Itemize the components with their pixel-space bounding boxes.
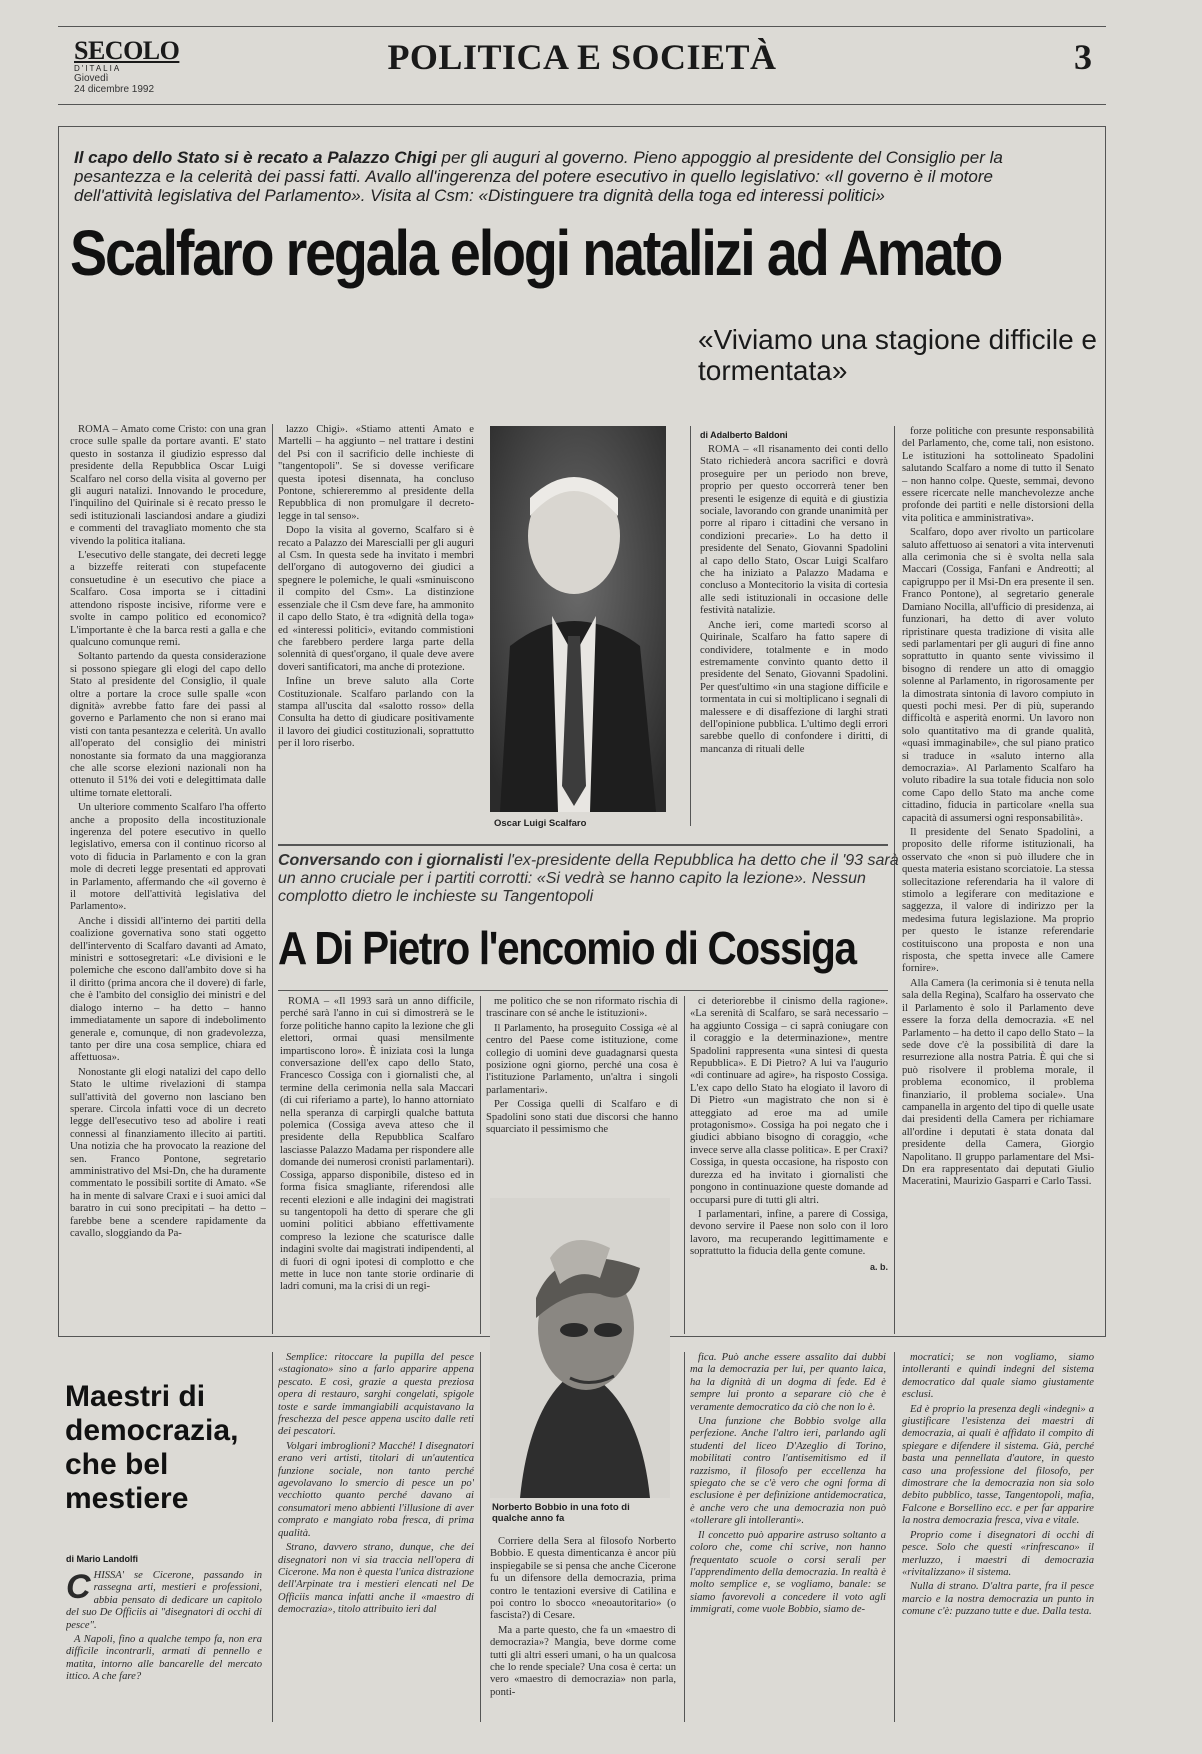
section-title: POLITICA E SOCIETÀ: [387, 37, 777, 77]
column-text-2: [278, 1352, 474, 1722]
column-rule: [480, 996, 481, 1334]
column-rule: [684, 996, 685, 1334]
paragraph: Nonostante gli elogi natalizi del capo dello Stato le ultime rivelazioni di stampa sull'attività del governo non lasciano ben sperare. Circola infatti voce di un decreto legge dell'esecutivo teso ad abolire i reati connessi al finanziamento illecito ai partiti. Una notizia che ha provocato la reazione del sen. Franco Pontone, segretario amministrativo del Msi-Dn, che ha duramente commentato le possibili sortite di Amato. «Se ha in mente di salvare Craxi e i suoi amici dal baratro in cui sono precipitati – ha detto – farebbe bene a scendere rapidamente da cavallo, sloggiando da Pa-: [70, 1066, 266, 1239]
frame-left: [58, 126, 59, 1336]
masthead-rule: [58, 26, 1106, 27]
paragraph: lazzo Chigi». «Stiamo attenti Amato e Martelli – ha aggiunto – nel trattare i destini del Psi con il sacrificio delle inchieste di "tangentopoli". Se si dovesse verificare questa ipotesi disennata, ha concluso Pontone, schiereremmo al presidente della Repubblica di non promulgare il decreto-legge in tal senso».: [278, 424, 474, 522]
paragraph: I parlamentari, infine, a parere di Cossiga, devono servire il Paese non solo con il loro lavoro, ma recuperando legittimamente e soprattutto la fiducia della gente comune.: [690, 1208, 888, 1258]
bobbio-photo: [490, 1198, 670, 1498]
paragraph: Ed è proprio la presenza degli «indegni» a giustificare l'esistenza dei maestri di democrazia, ai quali è affidato il compito di spiegare e difendere il sistema. Già, perché basta una pennellata d'autore, in questo caso una professione del filosofo, per dimostrare che la democrazia non sia solo debito pubblico, tasse, Tangentopoli, mafia, Falcone e Borsellino ecc. e per far apparire la nostra democrazia fresca, viva e vitale.: [902, 1403, 1094, 1527]
cossiga-deck-rest: l'ex-presidente della Repubblica ha detto che il '93 sarà un anno cruciale per i partiti corrotti: «Si vedrà se hanno capito la lezione». Nessun complotto dietro le inchieste su Tangentopoli: [278, 852, 899, 905]
column-rule: [690, 426, 691, 826]
paragraph: ROMA – Amato come Cristo: con una gran croce sulle spalle da portare avanti. E' stato questo in sostanza il giudizio espresso dal presidente della Repubblica Oscar Luigi Scalfaro nel corso della visita al governo per gli auguri natalizi. Innovando le procedure, l'inquilino del Quirinale si è recato presso le sedi istituzionali lasciandosi andare a giudizi e commenti del travagliato momento che sta vivendo la politica italiana.: [70, 424, 266, 547]
column-rule: [272, 424, 273, 1334]
masthead-logo: SECOLO: [74, 36, 180, 65]
cossiga-column-2: [486, 996, 678, 1134]
frame-right: [1105, 126, 1106, 1336]
paragraph: ROMA – «Il 1993 sarà un anno difficile, perché sarà l'anno in cui si dimostrerà se le forze politiche hanno capito la lezione che gli elettori, ormai quasi mensilmente impartiscono loro». È iniziata così la lunga conversazione dell'ex capo dello Stato, Francesco Cossiga con i giornalisti che, al termine della cerimonia nella sala Maccari (di cui riferiamo a parte), lo hanno attorniato nella speranza di carpirgli qualche battuta polemica (Cossiga aveva atteso che il presidente della Repubblica Scalfaro lasciasse Palazzo Madama per rispondere alle domande dei numerosi cronisti parlamentari). Cossiga, apparso disponibile, disteso ed in forma fisica smagliante, riferendosi alle recenti elezioni e alle indagini dei magistrati su tangentopoli ha detto di sperare che gli uomini politici abbiano effettivamente compreso la lezione che scaturisce dalle indagini svolte dai magistrati indipendenti, al di fuori di ogni ipotesi di complotto e che mette in luce non tante storie ordinarie di ladri comuni, ma la crisi di un regi-: [280, 996, 474, 1293]
interview-column-1: [700, 444, 888, 832]
cossiga-head-rule: [278, 990, 888, 991]
cossiga-deck-bold: Conversando con i giornalisti: [278, 852, 503, 869]
paragraph: Un ulteriore commento Scalfaro l'ha offerto anche a proposito della incostituzionale ingerenza del potere esecutivo in quello legislativo, emersa con il continuo ricorso al voto di fiducia in Parlamento e con la gran mole di decreti legge presentati ed approvati in Parlamento, affermando che «il governo è il motore dell'attività legislativa del Parlamento».: [70, 802, 266, 913]
paragraph: Per Cossiga quelli di Scalfaro e di Spadolini sono stati due discorsi che hanno squarciato il pessimismo che: [486, 1099, 678, 1134]
masthead-bottom-rule: [58, 104, 1106, 105]
scalfaro-photo: [490, 426, 666, 812]
cossiga-deck: [278, 852, 918, 906]
date: 24 dicembre 1992: [74, 84, 155, 95]
paragraph: Anche i dissidi all'interno dei partiti della coalizione governativa sono stati oggetto dell'intervento di Scalfaro davanti ad Amato, ministri e sottosegretari: «Le divisioni e le polemiche che escono dall'ambito dove si ha il diritto (prima ancora che il dovere) di farle, che è l'ambito del consiglio dei ministri e del dialogo interno – ha detto – hanno immediatamente un sapore di indebolimento generale e, comunque, di non gradevolezza, tanto per dire una cosa semplice, chiara ed affettuosa».: [70, 915, 266, 1064]
column-title: Maestri di democrazia, che bel mestiere: [65, 1380, 239, 1515]
column-rule: [480, 1352, 481, 1722]
paragraph: Ma a parte questo, che fa un «maestro di democrazia»? Mangia, beve dorme come tutti gli altri esseri umani, o ha un qualcosa che lo rende speciale? Una cosa è certa: un vero «maestro di democrazia» non parla, ponti-: [490, 1624, 676, 1698]
paragraph: Strano, davvero strano, dunque, che dei disegnatori non vi sia traccia nell'opera di Cicerone. Ma non è questa l'unica distrazione dell'Arpinate tra i mestieri elencati nel De Officiis manca infatti anche il «maestro di democrazia», titolo attribuito ieri dal: [278, 1542, 474, 1616]
column-text-4: [690, 1352, 886, 1722]
paragraph: ROMA – «Il risanamento dei conti dello Stato richiederà ancora sacrifici e dovrà proseguire per un periodo non breve, proprio per questo occorrerà tener ben presenti le esigenze di equità e di giustizia sociale, lavorando con grande unanimità per porre al riparo i cittadini che versano in condizioni precarie». Lo ha detto il presidente del Senato, Giovanni Spadolini al capo dello Stato, Oscar Luigi Scalfaro che ha iniziato a Palazzo Madama e concluso a Montecitorio la visita di cortesia alle sedi istituzionali in occasione delle festività natalizie.: [700, 444, 888, 617]
paragraph: Il concetto può apparire astruso soltanto a coloro che, come chi scrive, non hanno frequentato scuole o corsi serali per l'apprendimento della democrazia. In realtà è molto semplice e, se vogliamo, banale: se siamo favorevoli a concedere il voto agli immigrati, come vuole Bobbio, siamo de-: [690, 1529, 886, 1616]
paragraph: Dopo la visita al governo, Scalfaro si è recato a Palazzo dei Marescialli per gli auguri al Csm. In questa sede ha invitato i membri dell'organo di autogoverno dei giudici a spegnere le polemiche, le quali «sminuiscono il compito del Csm». La distinzione essenziale che il Csm deve fare, ha ammonito il capo dello Stato, è tra «dignità della toga» ed «interessi politici», evitando commistioni che farebbero perdere larga parte della solennità di quest'organo, il quale deve avere doveri santificatori, ma anche di protezione.: [278, 525, 474, 673]
paragraph: Scalfaro, dopo aver rivolto un particolare saluto affettuoso ai senatori a vita intervenuti alla cerimonia che si è svolta nella sala Maccari (Cossiga, Fanfani e Andreotti; al capigruppo per il Msi-Dn era presente il sen. Franco Pontone), al segretario generale Damiano Nocilla, all'ufficio di presidenza, ai funzionari, ha detto di aver voluto ripristinare questa tradizione di visita alle sedi parlamentari per gli auguri di fine anno soprattutto in quanto sente vivissimo il bisogno di rendere un atto di omaggio solenne al Parlamento, in rigorosamente per la dimostrata sintonia di lavoro compiuto in questi pochi mesi. Per di più, superando difficoltà e asperità enormi. Un lavoro non solo quantitativo ma di grande qualità, «quasi immaginabile», che sul piano pratico si traduce in «saluto interno alla democrazia». Al Parlamento Scalfaro ha voluto ribadire la sua totale fiducia non solo come Capo dello Stato ma anche come cittadino, fiducia in particolare «nella sua capacità di assumersi ogni responsabilità».: [902, 527, 1094, 824]
paragraph: Una funzione che Bobbio svolge alla perfezione. Anche l'altro ieri, parlando agli studenti del liceo D'Azeglio di Torino, mobilitati contro l'antisemitismo ed il razzismo, il filosofo per eccellenza ha spiegato che se c'è vero che ogni forma di esclusione è per definizione antidemocratica, è anche vero che una democrazia non può «tollerare gli intolleranti».: [690, 1416, 886, 1527]
paragraph: A Napoli, fino a qualche tempo fa, non era difficile incontrarli, armati di pennello e matita, intorno alle bancarelle del mercato ittico. A che fare?: [66, 1634, 262, 1683]
paragraph: me politico che se non riformato rischia di trascinare con sé anche le istituzioni».: [486, 996, 678, 1020]
paragraph: fica. Può anche essere assalito dai dubbi ma la democrazia per lui, per quanto laica, ha la dignità di un dogma di fede. Ed è sempre lui pronto a separare ciò che è veramente democratico da ciò che non lo è.: [690, 1352, 886, 1413]
scalfaro-photo-caption: Oscar Luigi Scalfaro: [494, 818, 587, 829]
frame-top: [58, 126, 1106, 127]
paragraph: Alla Camera (la cerimonia si è tenuta nella sala della Regina), Scalfaro ha osservato che il Parlamento è solo il Parlamento deve essere la forza della democrazia. «E nel Parlamento – ha detto il capo dello Stato – la sede dove c'è la possibilità di dare la resurrezione alla nostra Patria. È qui che si può risolvere il problema morale, il problema economico, il problema finanziario, il problema sociale». Una campanella in argento del tipo di quelle usate dai presidenti della Camera per richiamare all'ordine i deputati è stata donata dal presidente della Camera, Giorgio Napolitano. Il gruppo parlamentare del Msi-Dn era rappresentato dai deputati Giulio Maceratini, Maurizio Gasparri e Carlo Tassi.: [902, 977, 1094, 1188]
masthead-logo-sub: D'ITALIA: [74, 64, 122, 73]
paragraph: Anche ieri, come martedì scorso al Quirinale, Scalfaro ha fatto sapere di condividere, totalmente e in modo estremamente convinto quanto detto il presidente del Senato, Giovanni Spadolini. Per quest'ultimo «in una stagione difficile e tormentata in cui si moltiplicano i segnali di malessere e di disaffezione di larghi strati dell'opinione pubblica. L'ultimo degli errori sarebbe quello di confondere i diritti, di mancanza di rituali delle: [700, 619, 888, 755]
column-text-1: [66, 1570, 262, 1720]
paragraph: HISSA' se Cicerone, passando in rassegna arti, mestieri e professioni, abbia pensato di dedicare un capitolo del suo De Officiis ai "disegnatori di occhi di pesce".: [66, 1570, 262, 1631]
lead-deck-bold: Il capo dello Stato si è recato a Palazzo Chigi: [74, 148, 437, 167]
bobbio-photo-caption: Norberto Bobbio in una foto di qualche anno fa: [492, 1502, 630, 1524]
column-text-3: [490, 1536, 676, 1722]
lead-headline: Scalfaro regala elogi natalizi ad Amato: [70, 217, 1002, 289]
cossiga-column-1: [280, 996, 474, 1334]
lead-deck-rest: per gli auguri al governo. Pieno appoggio al presidente del Consiglio per la pesantezza e la celerità dei passi fatti. Avallo all'ingerenza del potere esecutivo in quello legislativo: «Il governo è il motore dell'attività legislativa del Parlamento». Visita al Csm: «Distinguere tra dignità della toga ed interessi politici»: [74, 148, 1003, 205]
paragraph: Nulla di strano. D'altra parte, fra il pesce marcio e la nostra democrazia un punto in comune c'è: puzzano tutte e due. Dalla testa.: [902, 1581, 1094, 1618]
paragraph: L'esecutivo delle stangate, dei decreti legge a bizzeffe reiterati con stupefacente consuetudine è un esecutivo che piace a Scalfaro. Cosa importa se i cittadini attendono risposte incisive, riforme vere e svolte in campo politico ed economico? L'importante è che la barca resti a galla e che qualcuno comunque remi.: [70, 550, 266, 648]
lead-column-2: [278, 424, 474, 829]
paragraph: mocratici; se non vogliamo, siamo intolleranti e quindi indegni del sistema democratico dal quale siamo giustamente esclusi.: [902, 1352, 1094, 1401]
cossiga-headline: A Di Pietro l'encomio di Cossiga: [278, 922, 856, 974]
column-rule: [894, 1352, 895, 1722]
column-dropcap: C: [66, 1570, 91, 1606]
paragraph: Il presidente del Senato Spadolini, a proposito delle riforme istituzionali, ha osservato che «non si può illudere che in questa materia esistano scorciatoie. La stessa sollecitazione referendaria ha il valore di stimolo a legiferare con meditazione e saggezza, il valore di indirizzo per la medesima futura legislazione. Ma proprio per questo le istanze referendarie costituiscono una proposta e non una risposta, che spetta invece alle Camere fornire».: [902, 827, 1094, 975]
column-byline: di Mario Landolfi: [66, 1554, 138, 1564]
page-number: 3: [1074, 37, 1092, 77]
cossiga-signature: a. b.: [869, 1261, 888, 1272]
paragraph: forze politiche con presunte responsabilità del Parlamento, che, come tali, non esistono. Le istituzioni ha sottolineato Spadolini salutando Scalfaro a nome di tutto il Senato – non hanno colpe. Queste, semmai, devono essere ricercate nelle manchevolezze anche profonde dei partiti e nelle distorsioni della vita politica e amministrativa».: [902, 426, 1094, 524]
lead-column-1: [70, 424, 266, 1334]
interview-title: «Viviamo una stagione difficile e tormentata»: [698, 324, 1097, 386]
column-rule: [684, 1352, 685, 1722]
paragraph: Semplice: ritoccare la pupilla del pesce «stagionato» sino a farlo apparire appena pescato. E così, grazie a questa preziosa opera di restauro, sarghi congelati, spigole toste e sarde immangiabili acquistavano la freschezza del pesce appena uscito dalle reti dei pescatori.: [278, 1352, 474, 1438]
column-text-5: [902, 1352, 1094, 1722]
column-rule: [272, 1352, 273, 1722]
paragraph: Volgari imbroglioni? Macché! I disegnatori erano veri artisti, titolari di un'autentica funzione sociale, non tanto perché agevolavano lo smercio di pesce un po' vecchiotto quanto perché davano ai consumatori meno abbienti l'illusione di aver comprato e mangiato roba fresca, di prima qualità.: [278, 1440, 474, 1539]
paragraph: Il Parlamento, ha proseguito Cossiga «è al centro del Paese come istituzione, come collegio di uomini deve guadagnarsi questa posizione ogni giorno, perché una cosa è l'istituzione Parlamento, un'altra i singoli parlamentari».: [486, 1022, 678, 1096]
paragraph: Infine un breve saluto alla Corte Costituzionale. Scalfaro parlando con la stampa all'uscita dal «salotto rosso» della Consulta ha detto di giudicare positivamente il lavoro dei giudici costituzionali, soprattutto per il loro riserbo.: [278, 676, 474, 750]
lead-deck: [74, 148, 1074, 205]
scalfaro-portrait-icon: [490, 426, 666, 812]
paragraph: Corriere della Sera al filosofo Norberto Bobbio. E questa dimenticanza è ancor più inspiegabile se si pensa che anche Cicerone fu un difensore della democrazia, prima contro le tentazioni eversive di Catilina e poi contro lo sbocco «neoautoritario» (o fascista?) di Cesare.: [490, 1536, 676, 1622]
cossiga-column-3: [690, 996, 888, 1334]
weekday: Giovedì: [74, 73, 109, 84]
bobbio-portrait-icon: [490, 1198, 670, 1498]
paragraph: Soltanto partendo da questa considerazione si possono spiegare gli elogi del capo dello Stato al presidente del Consiglio, il quale oltre a portare la croce sulle spalle «con dignità» avrebbe fatto fare dei passi al governo e Parlamento che non si erano mai visti con tanta pesantezza e celerità. Un avallo all'operato del consiglio dei ministri nonostante sia formato da una maggioranza che alle scorse elezioni nazionali non ha ottenuto il 51% dei voti e delegittimata dalle ultime tornate elettorali.: [70, 651, 266, 799]
cossiga-top-rule: [278, 844, 888, 846]
paragraph: ci deteriorebbe il cinismo della ragione». «La serenità di Scalfaro, se sarà necessario – ha aggiunto Cossiga – ci saprà coniugare con il coraggio e la determinazione», mentre Spadolini rappresenta «una sintesi di questa Repubblica». E Di Pietro? A lui va l'augurio «di continuare ad agire», ha risposto Cossiga. L'ex capo dello Stato ha elogiato il lavoro di Di Pietro «un magistrato che non si è atteggiato ad eroe ma ad umile protagonismo». Cossiga ha poi negato che i giudici abbiano bisogno di coraggio, «che invece serve alla classe politica». E per Craxi? Cossiga, in questa occasione, ha risposto con durezza ed ha invitato i giornalisti che pongono in continuazione queste domande ad occuparsi pure di tutti gli altri.: [690, 996, 888, 1206]
interview-column-2: [902, 426, 1094, 1334]
interview-byline: di Adalberto Baldoni: [700, 430, 788, 440]
paragraph: Proprio come i disegnatori di occhi di pesce. Solo che questi «rinfrescano» il merluzzo, i maestri di democrazia «rivitalizzano» il sistema.: [902, 1529, 1094, 1578]
newspaper-page: [58, 26, 1106, 1726]
